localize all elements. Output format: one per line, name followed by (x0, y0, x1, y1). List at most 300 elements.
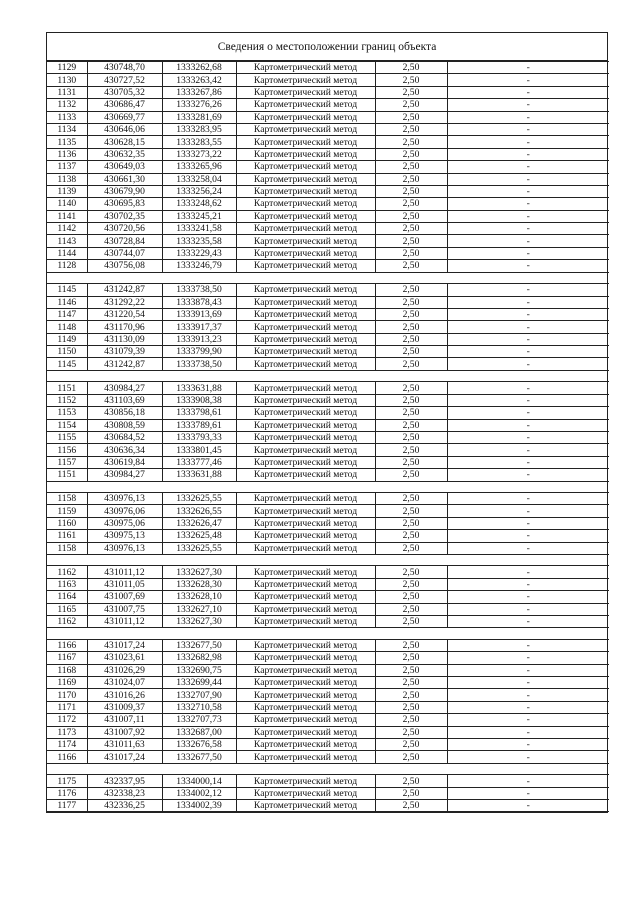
x-coordinate-cell: 430808,59 (87, 419, 162, 431)
x-coordinate-cell: 430619,84 (87, 456, 162, 468)
accuracy-cell: 2,50 (375, 223, 447, 235)
accuracy-cell: 2,50 (375, 530, 447, 542)
accuracy-cell: 2,50 (375, 321, 447, 333)
table-row (47, 444, 609, 456)
table-row (47, 321, 609, 333)
table-row (47, 358, 609, 370)
point-number-cell: 1155 (47, 431, 87, 443)
accuracy-cell: 2,50 (375, 111, 447, 123)
point-number-cell: 1142 (47, 223, 87, 235)
method-cell: Картометрический метод (236, 284, 375, 296)
y-coordinate-cell: 1333913,23 (162, 333, 236, 345)
point-number-cell: 1154 (47, 419, 87, 431)
accuracy-cell: 2,50 (375, 74, 447, 86)
x-coordinate-cell: 431103,69 (87, 394, 162, 406)
method-cell: Картометрический метод (236, 603, 375, 615)
table-row (47, 800, 609, 812)
description-cell: - (447, 247, 609, 259)
y-coordinate-cell: 1333245,21 (162, 210, 236, 222)
accuracy-cell: 2,50 (375, 419, 447, 431)
accuracy-cell: 2,50 (375, 308, 447, 320)
y-coordinate-cell: 1333283,55 (162, 136, 236, 148)
method-cell: Картометрический метод (236, 62, 375, 74)
method-cell: Картометрический метод (236, 136, 375, 148)
x-coordinate-cell: 430646,06 (87, 123, 162, 135)
table-row (47, 677, 609, 689)
table-body (47, 62, 609, 812)
point-number-cell: 1149 (47, 333, 87, 345)
description-cell: - (447, 161, 609, 173)
point-number-cell: 1156 (47, 444, 87, 456)
point-number-cell: 1151 (47, 382, 87, 394)
y-coordinate-cell: 1333258,04 (162, 173, 236, 185)
y-coordinate-cell: 1332628,10 (162, 591, 236, 603)
y-coordinate-cell: 1333777,46 (162, 456, 236, 468)
x-coordinate-cell: 432338,23 (87, 787, 162, 799)
y-coordinate-cell: 1332707,90 (162, 689, 236, 701)
description-cell: - (447, 505, 609, 517)
point-number-cell: 1173 (47, 726, 87, 738)
method-cell: Картометрический метод (236, 530, 375, 542)
y-coordinate-cell: 1333801,45 (162, 444, 236, 456)
x-coordinate-cell: 430661,30 (87, 173, 162, 185)
y-coordinate-cell: 1332676,58 (162, 739, 236, 751)
y-coordinate-cell: 1333908,38 (162, 394, 236, 406)
method-cell: Картометрический метод (236, 616, 375, 628)
table-row (47, 210, 609, 222)
point-number-cell: 1150 (47, 346, 87, 358)
method-cell: Картометрический метод (236, 591, 375, 603)
x-coordinate-cell: 430702,35 (87, 210, 162, 222)
y-coordinate-cell: 1332710,58 (162, 701, 236, 713)
description-cell: - (447, 652, 609, 664)
description-cell: - (447, 726, 609, 738)
table-row (47, 333, 609, 345)
x-coordinate-cell: 430628,15 (87, 136, 162, 148)
x-coordinate-cell: 430744,07 (87, 247, 162, 259)
table-row (47, 308, 609, 320)
method-cell: Картометрический метод (236, 321, 375, 333)
method-cell: Картометрический метод (236, 431, 375, 443)
point-number-cell: 1148 (47, 321, 87, 333)
method-cell: Картометрический метод (236, 198, 375, 210)
point-number-cell: 1147 (47, 308, 87, 320)
table-row (47, 664, 609, 676)
method-cell: Картометрический метод (236, 775, 375, 787)
point-number-cell: 1153 (47, 407, 87, 419)
accuracy-cell: 2,50 (375, 185, 447, 197)
y-coordinate-cell: 1333798,61 (162, 407, 236, 419)
description-cell: - (447, 419, 609, 431)
y-coordinate-cell: 1332690,75 (162, 664, 236, 676)
table-row (47, 726, 609, 738)
y-coordinate-cell: 1333273,22 (162, 148, 236, 160)
method-cell: Картометрический метод (236, 505, 375, 517)
x-coordinate-cell: 431024,07 (87, 677, 162, 689)
point-number-cell: 1140 (47, 198, 87, 210)
y-coordinate-cell: 1333917,37 (162, 321, 236, 333)
point-number-cell: 1174 (47, 739, 87, 751)
accuracy-cell: 2,50 (375, 493, 447, 505)
accuracy-cell: 2,50 (375, 99, 447, 111)
description-cell: - (447, 358, 609, 370)
point-number-cell: 1162 (47, 566, 87, 578)
method-cell: Картометрический метод (236, 407, 375, 419)
accuracy-cell: 2,50 (375, 701, 447, 713)
point-number-cell: 1134 (47, 123, 87, 135)
point-number-cell: 1170 (47, 689, 87, 701)
x-coordinate-cell: 430976,13 (87, 542, 162, 554)
group-separator (47, 763, 609, 775)
table-row (47, 530, 609, 542)
x-coordinate-cell: 430976,06 (87, 505, 162, 517)
method-cell: Картометрический метод (236, 173, 375, 185)
method-cell: Картометрический метод (236, 346, 375, 358)
accuracy-cell: 2,50 (375, 603, 447, 615)
x-coordinate-cell: 430727,52 (87, 74, 162, 86)
table-row (47, 62, 609, 74)
description-cell: - (447, 689, 609, 701)
point-number-cell: 1138 (47, 173, 87, 185)
y-coordinate-cell: 1333631,88 (162, 469, 236, 481)
table-row (47, 223, 609, 235)
description-cell: - (447, 198, 609, 210)
y-coordinate-cell: 1333265,96 (162, 161, 236, 173)
accuracy-cell: 2,50 (375, 346, 447, 358)
description-cell: - (447, 260, 609, 272)
table-row (47, 173, 609, 185)
description-cell: - (447, 321, 609, 333)
x-coordinate-cell: 430984,27 (87, 382, 162, 394)
y-coordinate-cell: 1333267,86 (162, 86, 236, 98)
accuracy-cell: 2,50 (375, 689, 447, 701)
description-cell: - (447, 664, 609, 676)
accuracy-cell: 2,50 (375, 591, 447, 603)
method-cell: Картометрический метод (236, 652, 375, 664)
point-number-cell: 1152 (47, 394, 87, 406)
accuracy-cell: 2,50 (375, 542, 447, 554)
table-row (47, 419, 609, 431)
y-coordinate-cell: 1333878,43 (162, 296, 236, 308)
x-coordinate-cell: 431011,05 (87, 578, 162, 590)
table-row (47, 235, 609, 247)
x-coordinate-cell: 430669,77 (87, 111, 162, 123)
accuracy-cell: 2,50 (375, 62, 447, 74)
description-cell: - (447, 431, 609, 443)
description-cell: - (447, 701, 609, 713)
method-cell: Картометрический метод (236, 517, 375, 529)
accuracy-cell: 2,50 (375, 210, 447, 222)
accuracy-cell: 2,50 (375, 358, 447, 370)
description-cell: - (447, 493, 609, 505)
method-cell: Картометрический метод (236, 333, 375, 345)
description-cell: - (447, 787, 609, 799)
table-row (47, 407, 609, 419)
point-number-cell: 1136 (47, 148, 87, 160)
accuracy-cell: 2,50 (375, 616, 447, 628)
description-cell: - (447, 407, 609, 419)
method-cell: Картометрический метод (236, 260, 375, 272)
y-coordinate-cell: 1333229,43 (162, 247, 236, 259)
method-cell: Картометрический метод (236, 493, 375, 505)
point-number-cell: 1130 (47, 74, 87, 86)
method-cell: Картометрический метод (236, 456, 375, 468)
y-coordinate-cell: 1333248,62 (162, 198, 236, 210)
method-cell: Картометрический метод (236, 787, 375, 799)
method-cell: Картометрический метод (236, 235, 375, 247)
method-cell: Картометрический метод (236, 358, 375, 370)
y-coordinate-cell: 1333738,50 (162, 284, 236, 296)
accuracy-cell: 2,50 (375, 517, 447, 529)
point-number-cell: 1143 (47, 235, 87, 247)
point-number-cell: 1157 (47, 456, 87, 468)
accuracy-cell: 2,50 (375, 296, 447, 308)
point-number-cell: 1168 (47, 664, 87, 676)
point-number-cell: 1160 (47, 517, 87, 529)
y-coordinate-cell: 1333281,69 (162, 111, 236, 123)
point-number-cell: 1137 (47, 161, 87, 173)
x-coordinate-cell: 430705,32 (87, 86, 162, 98)
description-cell: - (447, 382, 609, 394)
accuracy-cell: 2,50 (375, 726, 447, 738)
table-row (47, 284, 609, 296)
accuracy-cell: 2,50 (375, 469, 447, 481)
group-separator (47, 272, 609, 284)
table-row (47, 74, 609, 86)
x-coordinate-cell: 431009,37 (87, 701, 162, 713)
x-coordinate-cell: 431220,54 (87, 308, 162, 320)
accuracy-cell: 2,50 (375, 136, 447, 148)
point-number-cell: 1135 (47, 136, 87, 148)
table-row (47, 578, 609, 590)
method-cell: Картометрический метод (236, 99, 375, 111)
description-cell: - (447, 173, 609, 185)
point-number-cell: 1166 (47, 639, 87, 651)
y-coordinate-cell: 1332687,00 (162, 726, 236, 738)
point-number-cell: 1144 (47, 247, 87, 259)
y-coordinate-cell: 1332677,50 (162, 639, 236, 651)
table-row (47, 260, 609, 272)
y-coordinate-cell: 1333262,68 (162, 62, 236, 74)
description-cell: - (447, 739, 609, 751)
description-cell: - (447, 530, 609, 542)
x-coordinate-cell: 431011,12 (87, 566, 162, 578)
y-coordinate-cell: 1332625,48 (162, 530, 236, 542)
x-coordinate-cell: 430984,27 (87, 469, 162, 481)
y-coordinate-cell: 1333283,95 (162, 123, 236, 135)
point-number-cell: 1171 (47, 701, 87, 713)
x-coordinate-cell: 430684,52 (87, 431, 162, 443)
point-number-cell: 1158 (47, 542, 87, 554)
separator-cell (47, 763, 609, 775)
method-cell: Картометрический метод (236, 185, 375, 197)
method-cell: Картометрический метод (236, 111, 375, 123)
y-coordinate-cell: 1333799,90 (162, 346, 236, 358)
description-cell: - (447, 284, 609, 296)
description-cell: - (447, 136, 609, 148)
x-coordinate-cell: 431079,39 (87, 346, 162, 358)
y-coordinate-cell: 1332625,55 (162, 493, 236, 505)
description-cell: - (447, 111, 609, 123)
table-row (47, 185, 609, 197)
description-cell: - (447, 296, 609, 308)
y-coordinate-cell: 1332682,98 (162, 652, 236, 664)
point-number-cell: 1132 (47, 99, 87, 111)
description-cell: - (447, 751, 609, 763)
description-cell: - (447, 394, 609, 406)
y-coordinate-cell: 1333235,58 (162, 235, 236, 247)
method-cell: Картометрический метод (236, 751, 375, 763)
accuracy-cell: 2,50 (375, 566, 447, 578)
x-coordinate-cell: 431292,22 (87, 296, 162, 308)
table-row (47, 148, 609, 160)
y-coordinate-cell: 1333241,58 (162, 223, 236, 235)
x-coordinate-cell: 431007,92 (87, 726, 162, 738)
point-number-cell: 1166 (47, 751, 87, 763)
method-cell: Картометрический метод (236, 223, 375, 235)
table-row (47, 689, 609, 701)
description-cell: - (447, 62, 609, 74)
accuracy-cell: 2,50 (375, 86, 447, 98)
accuracy-cell: 2,50 (375, 198, 447, 210)
method-cell: Картометрический метод (236, 86, 375, 98)
table-row (47, 99, 609, 111)
method-cell: Картометрический метод (236, 578, 375, 590)
method-cell: Картометрический метод (236, 394, 375, 406)
x-coordinate-cell: 430632,35 (87, 148, 162, 160)
point-number-cell: 1158 (47, 493, 87, 505)
y-coordinate-cell: 1333793,33 (162, 431, 236, 443)
y-coordinate-cell: 1332628,30 (162, 578, 236, 590)
method-cell: Картометрический метод (236, 639, 375, 651)
y-coordinate-cell: 1333738,50 (162, 358, 236, 370)
x-coordinate-cell: 431017,24 (87, 639, 162, 651)
table-row (47, 591, 609, 603)
y-coordinate-cell: 1334000,14 (162, 775, 236, 787)
method-cell: Картометрический метод (236, 800, 375, 812)
x-coordinate-cell: 432336,25 (87, 800, 162, 812)
table-row (47, 714, 609, 726)
y-coordinate-cell: 1334002,39 (162, 800, 236, 812)
x-coordinate-cell: 431007,75 (87, 603, 162, 615)
table-row (47, 136, 609, 148)
table-row (47, 111, 609, 123)
table-row (47, 469, 609, 481)
point-number-cell: 1169 (47, 677, 87, 689)
method-cell: Картометрический метод (236, 296, 375, 308)
method-cell: Картометрический метод (236, 714, 375, 726)
table-row (47, 394, 609, 406)
accuracy-cell: 2,50 (375, 260, 447, 272)
method-cell: Картометрический метод (236, 161, 375, 173)
table-row (47, 346, 609, 358)
description-cell: - (447, 456, 609, 468)
y-coordinate-cell: 1332677,50 (162, 751, 236, 763)
description-cell: - (447, 542, 609, 554)
x-coordinate-cell: 430975,06 (87, 517, 162, 529)
accuracy-cell: 2,50 (375, 382, 447, 394)
accuracy-cell: 2,50 (375, 407, 447, 419)
method-cell: Картометрический метод (236, 444, 375, 456)
table-row (47, 296, 609, 308)
accuracy-cell: 2,50 (375, 787, 447, 799)
point-number-cell: 1162 (47, 616, 87, 628)
x-coordinate-cell: 430856,18 (87, 407, 162, 419)
point-number-cell: 1167 (47, 652, 87, 664)
method-cell: Картометрический метод (236, 739, 375, 751)
y-coordinate-cell: 1333631,88 (162, 382, 236, 394)
accuracy-cell: 2,50 (375, 161, 447, 173)
table-row (47, 566, 609, 578)
point-number-cell: 1151 (47, 469, 87, 481)
point-number-cell: 1133 (47, 111, 87, 123)
accuracy-cell: 2,50 (375, 431, 447, 443)
y-coordinate-cell: 1332626,55 (162, 505, 236, 517)
accuracy-cell: 2,50 (375, 394, 447, 406)
y-coordinate-cell: 1332699,44 (162, 677, 236, 689)
x-coordinate-cell: 430720,56 (87, 223, 162, 235)
x-coordinate-cell: 430748,70 (87, 62, 162, 74)
x-coordinate-cell: 430636,34 (87, 444, 162, 456)
accuracy-cell: 2,50 (375, 639, 447, 651)
y-coordinate-cell: 1334002,12 (162, 787, 236, 799)
accuracy-cell: 2,50 (375, 800, 447, 812)
table-row (47, 456, 609, 468)
point-number-cell: 1164 (47, 591, 87, 603)
x-coordinate-cell: 430695,83 (87, 198, 162, 210)
table-row (47, 787, 609, 799)
point-number-cell: 1145 (47, 284, 87, 296)
accuracy-cell: 2,50 (375, 148, 447, 160)
point-number-cell: 1165 (47, 603, 87, 615)
description-cell: - (447, 210, 609, 222)
y-coordinate-cell: 1333263,42 (162, 74, 236, 86)
method-cell: Картометрический метод (236, 689, 375, 701)
table-row (47, 603, 609, 615)
accuracy-cell: 2,50 (375, 235, 447, 247)
method-cell: Картометрический метод (236, 148, 375, 160)
method-cell: Картометрический метод (236, 664, 375, 676)
table-row (47, 123, 609, 135)
y-coordinate-cell: 1332627,30 (162, 616, 236, 628)
method-cell: Картометрический метод (236, 677, 375, 689)
y-coordinate-cell: 1333246,79 (162, 260, 236, 272)
description-cell: - (447, 235, 609, 247)
description-cell: - (447, 639, 609, 651)
accuracy-cell: 2,50 (375, 247, 447, 259)
x-coordinate-cell: 430756,08 (87, 260, 162, 272)
group-separator (47, 628, 609, 640)
point-number-cell: 1145 (47, 358, 87, 370)
method-cell: Картометрический метод (236, 382, 375, 394)
x-coordinate-cell: 430975,13 (87, 530, 162, 542)
description-cell: - (447, 677, 609, 689)
method-cell: Картометрический метод (236, 74, 375, 86)
description-cell: - (447, 74, 609, 86)
y-coordinate-cell: 1333789,61 (162, 419, 236, 431)
x-coordinate-cell: 431007,11 (87, 714, 162, 726)
y-coordinate-cell: 1332707,73 (162, 714, 236, 726)
point-number-cell: 1128 (47, 260, 87, 272)
table-row (47, 247, 609, 259)
accuracy-cell: 2,50 (375, 505, 447, 517)
point-number-cell: 1146 (47, 296, 87, 308)
description-cell: - (447, 333, 609, 345)
x-coordinate-cell: 431016,26 (87, 689, 162, 701)
x-coordinate-cell: 431026,29 (87, 664, 162, 676)
x-coordinate-cell: 431130,09 (87, 333, 162, 345)
boundary-points-table (47, 61, 609, 812)
